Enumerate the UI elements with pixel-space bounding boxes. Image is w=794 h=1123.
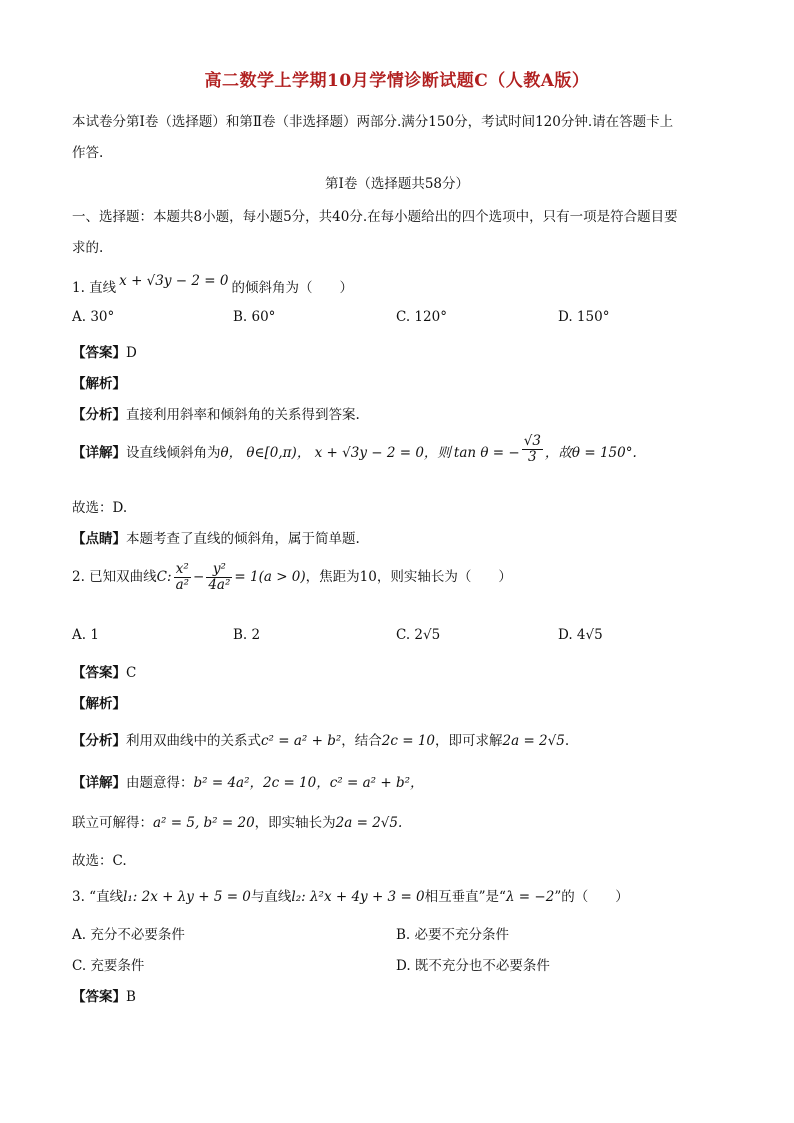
answer-label: 【答案】 <box>72 345 126 361</box>
question-2-number: 2. 已知双曲线 <box>72 569 157 585</box>
question-3-option-c: C. 充要条件 <box>72 958 145 974</box>
fraction-numerator: x² <box>174 562 191 578</box>
question-2-fenxi-mid: ，结合 <box>341 733 382 749</box>
question-2-stem-end: ，焦距为10，则实轴长为（ ） <box>305 569 512 585</box>
intro-line-1: 本试卷分第Ⅰ卷（选择题）和第Ⅱ卷（非选择题）两部分.满分150分，考试时间120分钟.请在答题卡上 <box>72 114 674 130</box>
question-1-detail-end: ，故θ = 150°. <box>544 445 637 461</box>
question-2-detail-eq: b² = 4a²，2c = 10，c² = a² + b²， <box>193 775 424 791</box>
intro-line-2: 作答. <box>72 145 104 161</box>
question-3-mid: 与直线 <box>250 889 292 905</box>
question-2-analysis-label: 【解析】 <box>72 696 126 712</box>
question-2-fenxi-eq3: 2a = 2√5 <box>502 733 565 749</box>
question-2-fenxi-eq1: c² = a² + b² <box>261 733 342 749</box>
question-2-answer-value: C <box>126 665 137 681</box>
question-2-solve-pre: 联立可解得： <box>72 815 153 831</box>
question-3-option-a: A. 充分不必要条件 <box>72 927 185 943</box>
question-1-dianjing-text: 本题考查了直线的倾斜角，属于简单题. <box>126 531 360 547</box>
fenxi-label: 【分析】 <box>72 407 126 423</box>
question-2-option-d: D. 4√5 <box>558 627 603 643</box>
detail-label: 【详解】 <box>72 775 126 791</box>
question-2-fraction-1 <box>174 562 191 593</box>
question-2-solve-eq: a² = 5, b² = 20 <box>153 815 255 831</box>
detail-label: 【详解】 <box>72 445 126 461</box>
question-3-condition: λ = −2 <box>505 889 555 905</box>
question-1-detail-pre: 设直线倾斜角为 <box>126 445 221 461</box>
question-2-fenxi <box>72 729 569 749</box>
question-3-option-b: B. 必要不充分条件 <box>396 927 510 943</box>
question-1-option-b: B. 60° <box>233 309 276 325</box>
fraction-denominator: 3 <box>528 449 537 465</box>
question-2-fenxi-end: . <box>564 733 570 749</box>
question-1-detail <box>72 433 637 469</box>
question-2-detail-pre: 由题意得： <box>126 775 194 791</box>
fenxi-label: 【分析】 <box>72 733 126 749</box>
question-2-fenxi-eq2: 2c = 10 <box>381 733 436 749</box>
question-1-dianjing <box>72 527 360 547</box>
question-2-fenxi-mid2: ，即可求解 <box>435 733 503 749</box>
question-1-answer <box>72 341 137 361</box>
question-3-option-d: D. 既不充分也不必要条件 <box>396 958 550 974</box>
question-1-fenxi <box>72 403 360 423</box>
question-2-answer <box>72 661 136 681</box>
section-instruction-1: 一、选择题：本题共8小题，每小题5分，共40分.在每小题给出的四个选项中，只有一项是符合题目要 <box>72 209 678 225</box>
question-2-minus: − <box>193 569 205 585</box>
fraction-denominator: a² <box>175 577 190 593</box>
question-2-solve-mid: ，即实轴长为 <box>254 815 336 831</box>
section-instruction-2: 求的. <box>72 240 104 256</box>
question-1-analysis-label: 【解析】 <box>72 376 126 392</box>
question-1-detail-math: θ， θ∈[0,π)， x + √3y − 2 = 0，则 <box>220 445 451 461</box>
question-2-option-c: C. 2√5 <box>396 627 441 643</box>
question-3-line-1: l₁: 2x + λy + 5 = 0 <box>123 889 251 905</box>
question-1-choose: 故选：D. <box>72 500 128 516</box>
question-2-option-a: A. 1 <box>72 627 99 643</box>
question-1-equation: x + √3y − 2 = 0 <box>119 273 229 289</box>
answer-label: 【答案】 <box>72 989 126 1005</box>
question-1-option-c: C. 120° <box>396 309 447 325</box>
answer-label: 【答案】 <box>72 665 126 681</box>
question-2-solve <box>72 811 402 831</box>
question-1-option-a: A. 30° <box>72 309 115 325</box>
question-1-stem-end: 的倾斜角为（ ） <box>231 280 353 296</box>
question-1-number: 1. 直线 <box>72 280 117 296</box>
question-2-choose: 故选：C. <box>72 853 127 869</box>
question-2-fraction-2 <box>206 562 232 593</box>
question-1-detail-tan: tan θ = − <box>453 445 520 461</box>
dianjing-label: 【点睛】 <box>72 531 126 547</box>
question-3-mid2: 相互垂直”是“ <box>424 889 506 905</box>
question-2-curve: C: <box>156 569 172 585</box>
question-1-option-d: D. 150° <box>558 309 610 325</box>
question-2-option-b: B. 2 <box>233 627 261 643</box>
page-title: 高二数学上学期10月学情诊断试题C（人教A版） <box>204 71 590 91</box>
question-3-answer-value: B <box>126 989 136 1005</box>
question-1-detail-fraction <box>522 434 543 465</box>
question-2-stem <box>72 562 512 593</box>
question-3-line-2: l₂: λ²x + 4y + 3 = 0 <box>291 889 425 905</box>
question-2-solve-eq2: 2a = 2√5. <box>335 815 403 831</box>
question-1-stem <box>72 273 353 296</box>
section-heading: 第Ⅰ卷（选择题共58分） <box>324 176 469 192</box>
question-3-number: 3. “直线 <box>72 889 124 905</box>
question-2-fenxi-pre: 利用双曲线中的关系式 <box>126 733 261 749</box>
question-3-answer <box>72 985 136 1005</box>
question-2-detail <box>72 771 424 791</box>
question-1-answer-value: D <box>126 345 137 361</box>
fraction-numerator: y² <box>206 562 232 578</box>
question-3-stem-end: ”的（ ） <box>554 889 629 905</box>
fraction-numerator: √3 <box>523 433 541 449</box>
question-2-condition: = 1(a > 0) <box>234 569 306 585</box>
question-1-fenxi-text: 直接利用斜率和倾斜角的关系得到答案. <box>126 407 360 423</box>
question-3-stem <box>72 885 629 905</box>
fraction-denominator: 4a² <box>208 577 231 593</box>
